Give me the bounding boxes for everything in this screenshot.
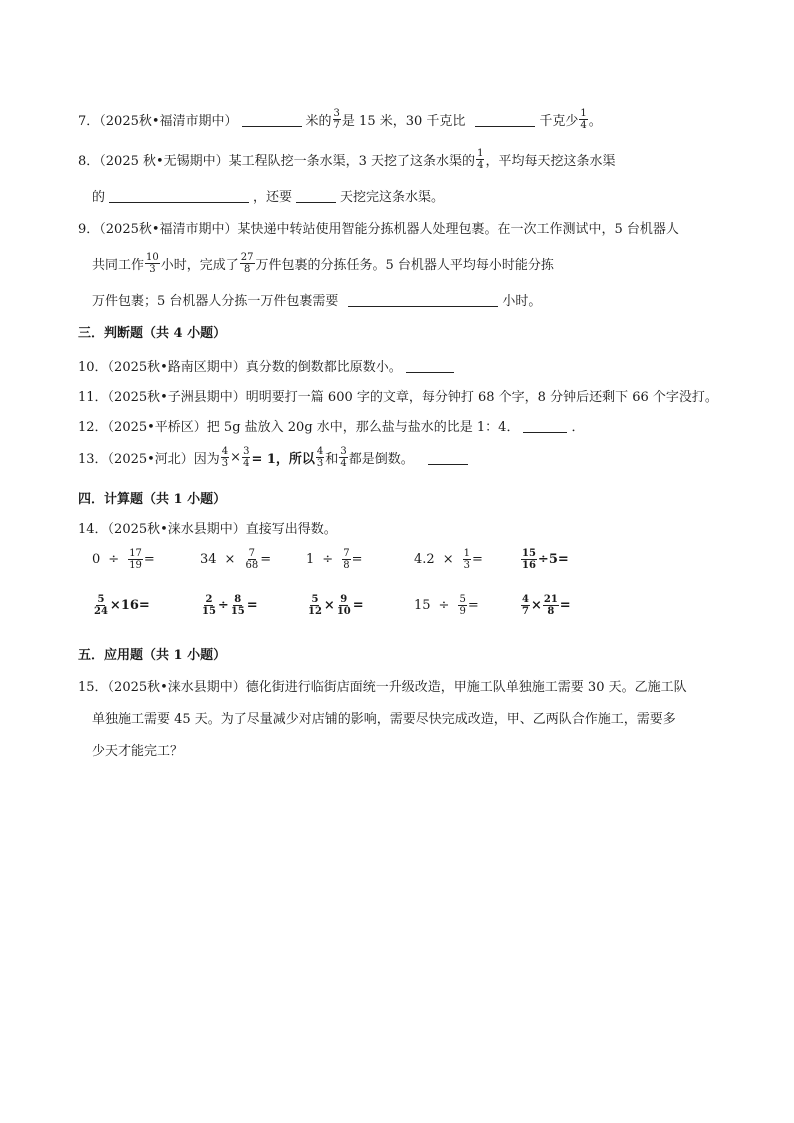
q15-text: 少天才能完工？ <box>92 744 184 759</box>
calc-item: 0 ÷ $\frac{17}{19}$ = <box>92 548 155 571</box>
question-9-line2 <box>92 252 554 275</box>
answer-blank[interactable] <box>242 112 302 127</box>
question-15 <box>78 676 687 695</box>
fraction: $\frac{7}{68}$ <box>245 548 259 571</box>
q8-prefix: 8．（2025 秋•无锡期中）某工程队挖一条水渠，3 天挖了这条水渠的 <box>78 154 476 169</box>
section-heading: 三．判断题（共 4 小题） <box>78 326 227 341</box>
section-heading: 四．计算题（共 1 小题） <box>78 492 227 507</box>
calc-item: $\frac{4}{7}$ × $\frac{21}{8}$ = <box>522 594 571 617</box>
q7-text: 米的 <box>305 114 332 129</box>
q13-text: 13．（2025•河北）因为 <box>78 452 220 467</box>
question-12 <box>78 416 584 435</box>
q9-text: 共同工作 <box>92 258 145 273</box>
question-11 <box>78 386 718 405</box>
question-13 <box>78 446 472 469</box>
fraction: $\frac{4}{3}$ <box>316 446 324 469</box>
fraction: $\frac{4}{3}$ <box>221 446 229 469</box>
q7-text: 千克少 <box>539 114 579 129</box>
q10-text: 10．（2025秋•路南区期中）真分数的倒数都比原数小。 <box>78 360 402 375</box>
question-10 <box>78 356 458 375</box>
calc-item: $\frac{2}{15}$ ÷ $\frac{8}{15}$ = <box>202 594 258 617</box>
calc-item: 15 ÷ $\frac{5}{9}$ = <box>414 594 479 617</box>
fraction: $\frac{21}{8}$ <box>543 594 558 617</box>
fraction: $\frac{15}{16}$ <box>522 548 536 571</box>
operator: × <box>230 450 242 465</box>
fraction: $\frac{8}{15}$ <box>230 594 245 617</box>
fraction: $\frac{1}{4}$ <box>580 108 587 131</box>
q7-text: 是 15 米，30 千克比 <box>341 114 466 129</box>
q15-text: 单独施工需要 45 天。为了尽量减少对店铺的影响，需要尽快完成改造，甲、乙两队合作施工，需要多 <box>92 712 676 727</box>
fraction: $\frac{3}{7}$ <box>333 108 340 131</box>
fraction: $\frac{1}{3}$ <box>463 548 470 571</box>
fraction: $\frac{17}{19}$ <box>129 548 142 571</box>
q7-text: 。 <box>588 114 602 129</box>
calc-item: 4.2 × $\frac{1}{3}$ = <box>414 548 483 571</box>
answer-blank[interactable] <box>348 292 498 307</box>
q9-text: 小时，完成了 <box>160 258 239 273</box>
q13-text: 都是倒数。 <box>348 452 414 467</box>
q9-text: 9．（2025秋•福清市期中）某快递中转站使用智能分拣机器人处理包裹。在一次工作测试中，5 台机器人 <box>78 222 679 237</box>
fraction: $\frac{10}{3}$ <box>146 252 159 275</box>
question-9 <box>78 218 679 237</box>
q11-text: 11．（2025秋•子洲县期中）明明要打一篇 600 字的文章，每分钟打 68 个字，8 分钟后还剩下 66 个字没打。 <box>78 390 718 405</box>
fraction: $\frac{4}{7}$ <box>522 594 529 617</box>
fraction: $\frac{1}{4}$ <box>477 148 484 171</box>
question-15-line3 <box>92 740 183 759</box>
q14-text: 14．（2025秋•涞水县期中）直接写出得数。 <box>78 522 337 537</box>
section-heading: 五．应用题（共 1 小题） <box>78 648 227 663</box>
q9-text: 小时。 <box>502 294 542 309</box>
answer-blank[interactable] <box>296 188 336 203</box>
calc-item: 1 ÷ $\frac{7}{8}$ = <box>306 548 363 571</box>
q13-text: = 1，所以 <box>251 452 315 467</box>
fraction: $\frac{9}{10}$ <box>336 594 351 617</box>
question-8 <box>78 148 615 171</box>
fraction: $\frac{5}{9}$ <box>459 594 466 617</box>
fraction: $\frac{5}{24}$ <box>94 594 108 617</box>
q8-text: ，平均每天挖这条水渠 <box>485 154 616 169</box>
calc-item: $\frac{15}{16}$ ÷ 5 = <box>522 548 569 571</box>
question-15-line2 <box>92 708 676 727</box>
calc-item: $\frac{5}{24}$ × 16 = <box>94 594 150 617</box>
answer-blank[interactable] <box>406 358 454 373</box>
q12-text: 12．（2025•平桥区）把 5g 盐放入 20g 水中，那么盐与盐水的比是 1：4． <box>78 420 520 435</box>
answer-blank[interactable] <box>428 450 468 465</box>
fraction: $\frac{5}{12}$ <box>308 594 322 617</box>
answer-blank[interactable] <box>109 188 249 203</box>
q9-text: 万件包裹的分拣任务。5 台机器人平均每小时能分拣 <box>255 258 554 273</box>
fraction: $\frac{7}{8}$ <box>343 548 350 571</box>
answer-blank[interactable] <box>475 112 535 127</box>
fraction: $\frac{3}{4}$ <box>340 446 347 469</box>
question-9-line3 <box>92 290 541 309</box>
question-7 <box>78 108 602 131</box>
fraction: $\frac{3}{4}$ <box>243 446 250 469</box>
question-14 <box>78 518 337 537</box>
calc-item: 34 × $\frac{7}{68}$ = <box>200 548 272 571</box>
q13-text: 和 <box>325 452 339 467</box>
fraction: $\frac{27}{8}$ <box>240 252 254 275</box>
fraction: $\frac{2}{15}$ <box>202 594 216 617</box>
q8-text: ，还要 <box>253 190 293 205</box>
q8-text: 天挖完这条水渠。 <box>340 190 445 205</box>
question-8-line2 <box>92 186 444 205</box>
q9-text: 万件包裹；5 台机器人分拣一万件包裹需要 <box>92 294 339 309</box>
answer-blank[interactable] <box>523 418 567 433</box>
q15-text: 15．（2025秋•涞水县期中）德化街进行临街店面统一升级改造，甲施工队单独施工需要 30 天。乙施工队 <box>78 680 687 695</box>
calc-item: $\frac{5}{12}$ × $\frac{9}{10}$ = <box>308 594 364 617</box>
q12-text: ． <box>571 420 585 435</box>
q8-text: 的 <box>92 190 106 205</box>
q7-prefix: 7．（2025秋•福清市期中） <box>78 114 238 129</box>
